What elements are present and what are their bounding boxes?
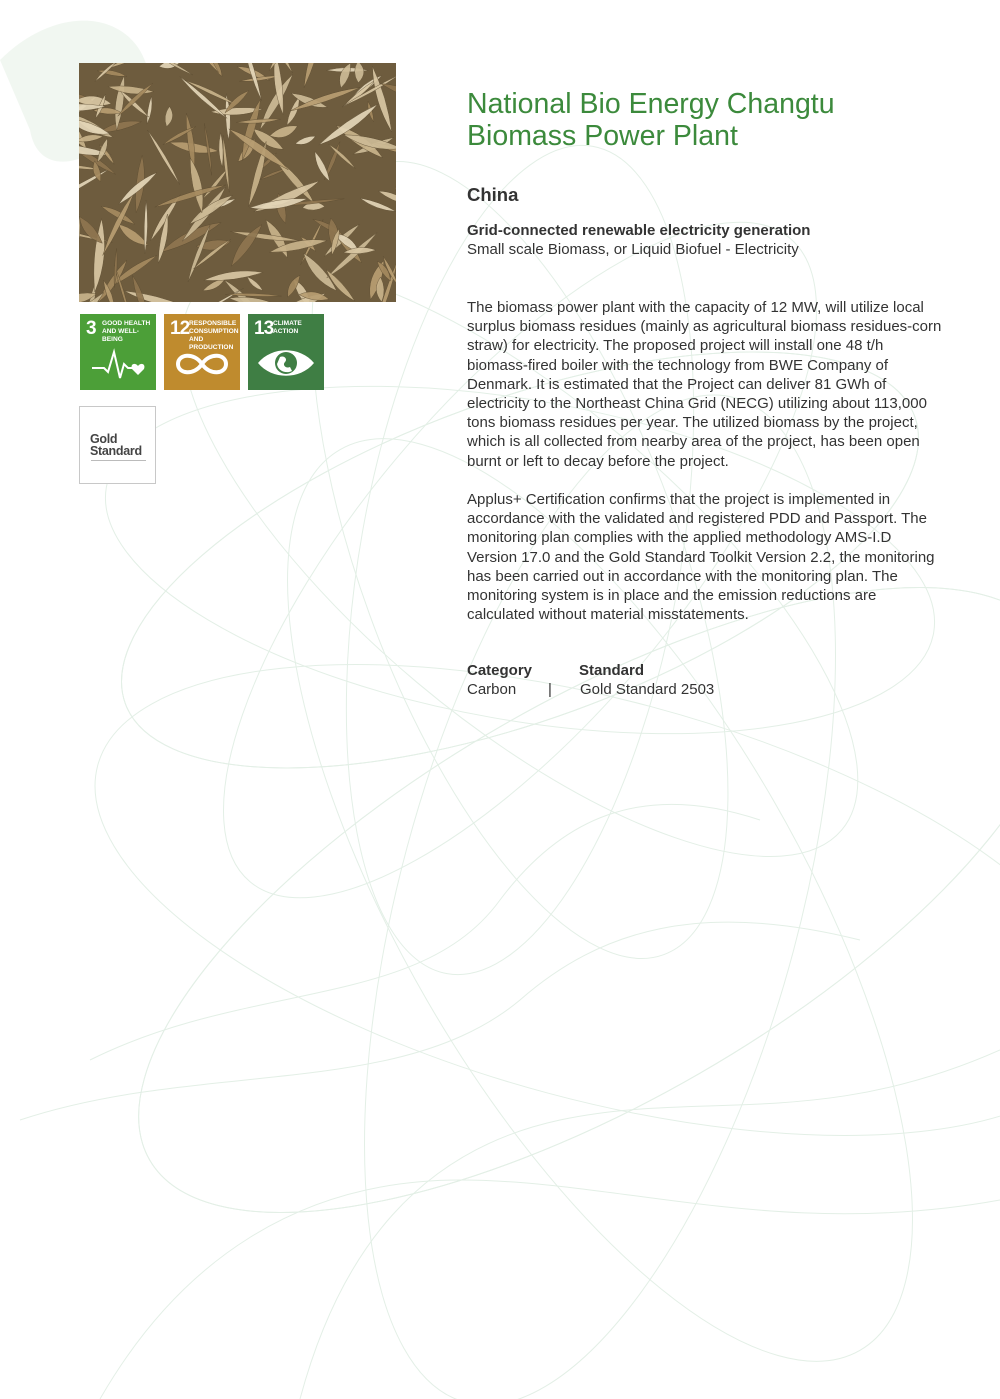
sdg-number: 12 <box>170 318 190 339</box>
project-description: The biomass power plant with the capacity of 12 MW, will utilize local surplus biomass residues (mainly as agricultural biomass residues-corn straw) for electricity. The proposed project will install one 48 t/h biomass-fired boiler with the technology from BWE Company of Denmark. It is estimated that the Project can deliver 81 GWh of electricity to the Northeast China Grid (NECG) utilizing about 113,000 tons biomass residues per year. The utilized biomass by the project, which is all collected from nearby area of the project, has been open burnt or left to decay before the project. <box>467 299 942 470</box>
title-line-1: National Bio Energy Changtu <box>467 88 835 120</box>
sdg-number: 3 <box>86 318 96 339</box>
eye-globe-icon <box>248 314 324 390</box>
project-type: Grid-connected renewable electricity generation <box>467 222 811 239</box>
logo-tagline-rule <box>91 460 146 461</box>
sdg-label: GOOD HEALTH AND WELL-BEING <box>102 320 151 343</box>
sdg-13-tile <box>248 314 324 390</box>
biomass-photo <box>79 63 396 302</box>
sdg-label: CLIMATE ACTION <box>273 320 302 335</box>
project-country: China <box>467 184 519 205</box>
category-label: Category <box>467 662 533 679</box>
sdg-12-tile <box>164 314 240 390</box>
standard-value: Gold Standard 2503 <box>580 681 715 698</box>
meta-separator: | <box>548 681 552 698</box>
standard-label: Standard <box>579 662 645 679</box>
heartbeat-icon <box>80 314 156 390</box>
certification-statement: Applus+ Certification confirms that the project is implemented in accordance with the validated and registered PDD and Passport. The monitoring plan complies with the applied methodology AMS-I.D Version 17.0 and the Gold Standard Toolkit Version 2.2, the monitoring has been carried out in accordance with the monitoring plan. The monitoring system is in place and the emission reductions are calculated without material misstatements. <box>467 491 935 624</box>
sdg-3-tile <box>80 314 156 390</box>
logo-line-2: Standard <box>90 444 142 458</box>
title-line-2: Biomass Power Plant <box>467 120 738 152</box>
category-value: Carbon <box>467 681 517 698</box>
project-subtype: Small scale Biomass, or Liquid Biofuel - Electricity <box>467 241 799 258</box>
logo-line-1: Gold <box>90 432 118 446</box>
project-title <box>467 88 947 152</box>
gold-standard-logo <box>79 406 156 484</box>
sdg-label: RESPONSIBLE CONSUMPTION AND PRODUCTION <box>189 320 239 351</box>
sdg-number: 13 <box>254 318 274 339</box>
infinity-loop-icon <box>164 314 240 390</box>
